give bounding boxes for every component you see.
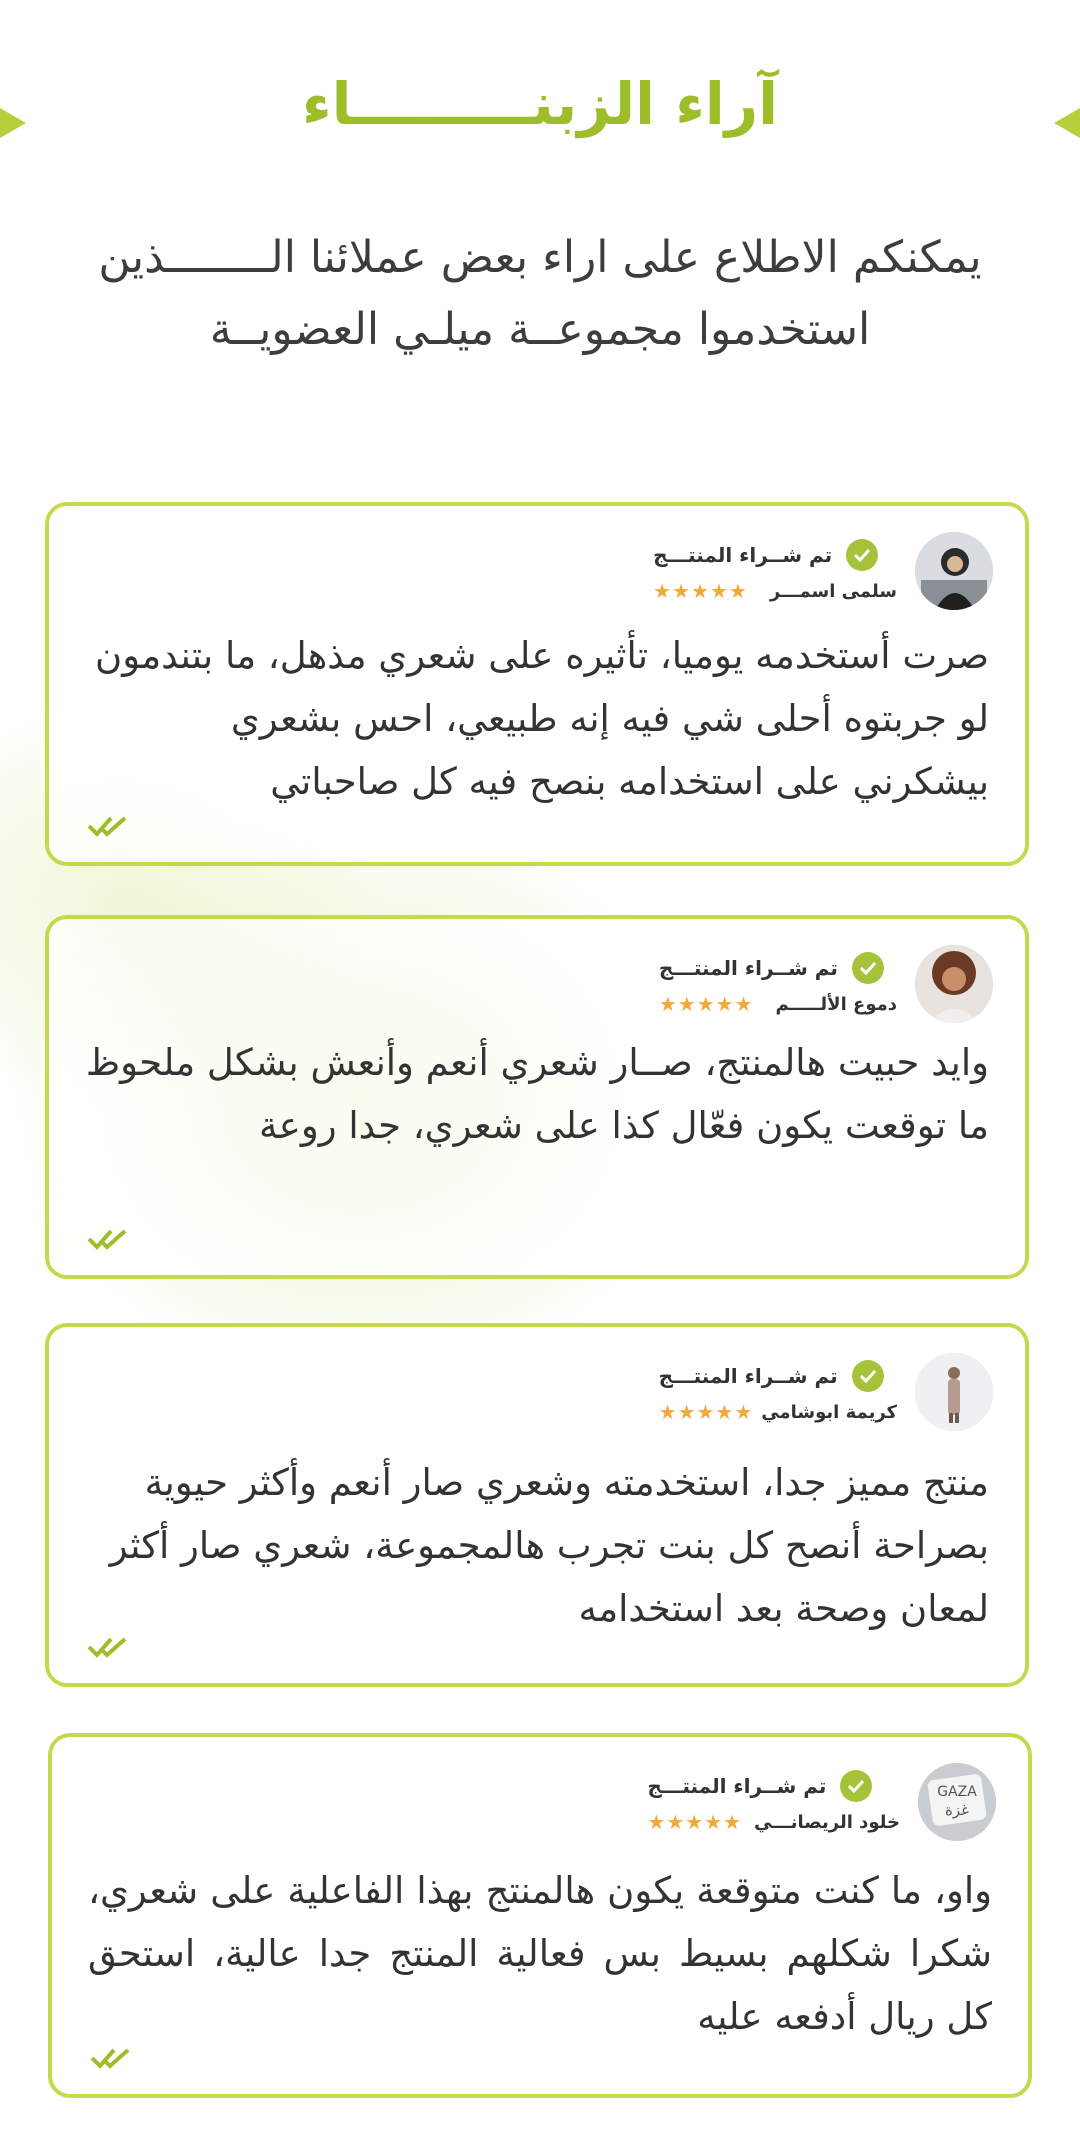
purchased-label: تم شــراء المنتـــج [653,543,833,567]
reviewer-info [659,1360,897,1424]
purchased-label: تم شــراء المنتـــج [658,1364,838,1388]
purchase-status [659,952,884,984]
star-rating: ★★★★★ [658,992,754,1016]
check-circle-icon [852,952,884,984]
check-circle-icon [852,1360,884,1392]
reviewer-name: كريمة ابوشامي [761,1401,897,1423]
page-subtitle [60,222,1020,366]
reviewer-info [659,952,897,1016]
reviewer-info [647,1770,900,1834]
purchase-status [653,539,878,571]
review-header [647,1763,996,1841]
review-card-4 [48,1733,1032,2098]
purchase-status [659,1360,884,1392]
reviewer-name: سلمى اسمـــر [769,580,897,602]
review-card-3 [45,1323,1029,1687]
name-row [653,579,897,603]
star-rating: ★★★★★ [653,579,748,603]
double-check-icon [87,814,131,838]
reviewer-info [653,539,897,603]
avatar [915,532,993,610]
name-row [647,1810,900,1834]
double-check-icon [87,1227,131,1251]
review-card-2 [45,915,1029,1279]
avatar-sign-text-2: غزة [945,1801,969,1819]
review-header [659,1353,993,1431]
check-circle-icon [846,539,878,571]
subtitle-line-2: استخدموا مجموعــة ميلـي العضويــة [209,304,871,355]
review-header [659,945,993,1023]
star-rating: ★★★★★ [647,1810,743,1834]
review-text: واو، ما كنت متوقعة يكون هالمنتج بهذا الفاعلية على شعري، شكرا شكلهم بسيط بس فعالية المنتج جدا عالية، استحق كل ريال أدفعه عليه [88,1869,992,2038]
purchase-status [647,1770,872,1802]
purchased-label: تم شــراء المنتـــج [658,956,838,980]
reviewer-name: خلود الريصانـــي [754,1811,900,1833]
avatar [915,945,993,1023]
page-title: آراء الزبنـــــــــاء [301,70,779,138]
review-text: صرت أستخدمه يوميا، تأثيره على شعري مذهل، ما بتندمون لو جربتوه أحلى شي فيه إنه طبيعي، احس بشعري بيشكرني على استخدامه بنصح فيه كل صاحباتي [95,634,989,803]
name-row [659,1400,897,1424]
avatar [915,1353,993,1431]
review-text: منتج مميز جدا، استخدمته وشعري صار أنعم وأكثر حيوية بصراحة أنصح كل بنت تجرب هالمجموعة، شعري صار أكثر لمعان وصحة بعد استخدامه [109,1461,989,1630]
purchased-label: تم شــراء المنتـــج [647,1774,827,1798]
name-row [659,992,897,1016]
subtitle-line-1: يمكنكم الاطلاع على اراء بعض عملائنا الــــــــذين [98,232,982,283]
avatar-sign-text-1: GAZA [937,1784,977,1800]
review-text: وايد حبيت هالمنتج، صــار شعري أنعم وأنعش بشكل ملحوظ ما توقعت يكون فعّال كذا على شعري، جدا روعة [85,1041,989,1147]
review-card-1 [45,502,1029,866]
reviewer-name: دموع الألـــــم [775,993,897,1015]
double-check-icon [90,2046,134,2070]
review-header [653,532,993,610]
double-check-icon [87,1635,131,1659]
star-rating: ★★★★★ [658,1400,754,1424]
avatar [918,1763,996,1841]
check-circle-icon [840,1770,872,1802]
